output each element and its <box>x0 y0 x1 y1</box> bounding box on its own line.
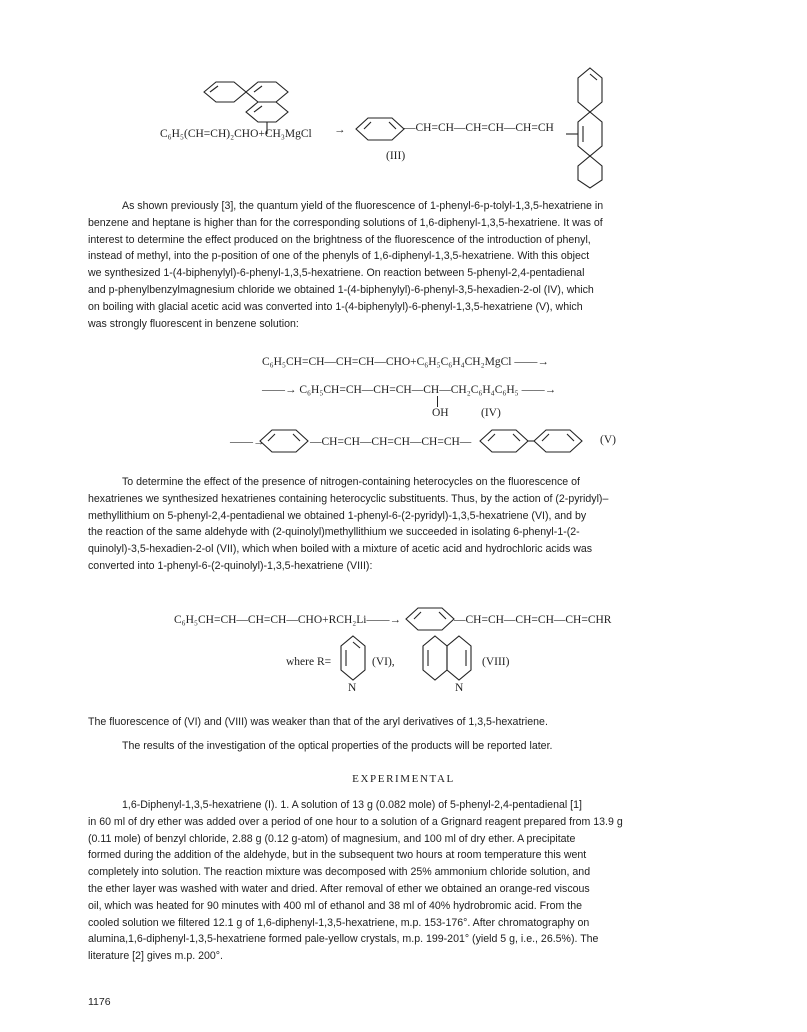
paragraph-3 <box>88 714 708 731</box>
text-line: completely into solution. The reaction mixture was decomposed with 25% ammonium chloride solution, and <box>88 866 591 879</box>
scheme2-chain3: —CH=CH—CH=CH—CH=CH— <box>310 436 472 448</box>
oh-bond <box>437 396 438 407</box>
text-line: interest to determine the effect produced on the brightness of the fluorescence of the introduction of phenyl, <box>88 233 591 246</box>
text-line: hexatrienes we synthesized hexatrienes containing heterocyclic substituents. Thus, by the action of (2-pyridyl)– <box>88 492 609 505</box>
text-line: the reaction of the same aldehyde with (2-quinolyl)methyllithium we succeeded in isolating 6-phenyl-1-(2- <box>88 526 580 539</box>
scheme2-line2: ——→ C₆H₅CH=CH—CH=CH—CH—CH₂C₆H₄C₆H₅ ——→ <box>262 384 557 396</box>
scheme3-reactants: C₆H₅CH=CH—CH=CH—CHO+RCH₂Li——→ <box>174 614 402 626</box>
text-line: we synthesized 1-(4-biphenylyl)-6-phenyl-1,3,5-hexatriene. On reaction between 5-phenyl-2,4-pentadienal <box>88 267 585 280</box>
section-heading: EXPERIMENTAL <box>352 773 455 785</box>
text-line: converted into 1-phenyl-6-(2-quinolyl)-1,3,5-hexatriene (VIII): <box>88 559 373 572</box>
text-line: benzene and heptane is higher than for the corresponding solutions of 1,6-diphenyl-1,3,5-hexatriene. It was of <box>88 216 603 229</box>
scheme3-label-vi: (VI), <box>372 656 395 668</box>
paragraph-5 <box>88 797 708 965</box>
quinolyl-n: N <box>455 682 464 694</box>
scheme2-arrow3: ——→ <box>230 436 265 448</box>
pyridyl-n: N <box>348 682 357 694</box>
text-line: To determine the effect of the presence of nitrogen-containing heterocycles on the fluorescence of <box>122 476 580 488</box>
paragraph-4 <box>88 738 708 755</box>
scheme1-arrow: → <box>334 124 346 136</box>
text-line: 1,6-Diphenyl-1,3,5-hexatriene (I). 1. A solution of 13 g (0.082 mole) of 5-phenyl-2,4-pentadienal [1] <box>122 799 582 811</box>
scheme2-line1: C₆H₅CH=CH—CH=CH—CHO+C₆H₅C₆H₄CH₂MgCl ——→ <box>262 356 549 368</box>
text-line: literature [2] gives m.p. 200°. <box>88 950 223 963</box>
benzene-ring <box>354 116 406 142</box>
scheme1-reactants: C₆H₅(CH=CH)₂CHO+CH₃MgCl <box>160 128 312 140</box>
text-line: methyllithium on 5-phenyl-2,4-pentadienal we obtained 1-phenyl-6-(2-pyridyl)-1,3,5-hexatriene (VI), and by <box>88 509 587 522</box>
text-line: quinolyl)-3,5-hexadien-2-ol (VII), which when boiled with a mixture of acetic acid and hydrochloric acids was <box>88 543 593 556</box>
text-line: cooled solution we filtered 12.1 g of 1,6-diphenyl-1,3,5-hexatriene, m.p. 153-176°. After chromatography on <box>88 916 590 929</box>
text-line: oil, which was heated for 90 minutes with 400 ml of ethanol and 38 ml of 40% hydrobromic acid. From the <box>88 899 583 912</box>
text-line: and p-phenylbenzylmagnesium chloride we obtained 1-(4-biphenylyl)-6-phenyl-3,5-hexadien-2-ol (IV), which <box>88 283 594 296</box>
text-line: alumina,1,6-diphenyl-1,3,5-hexatriene formed pale-yellow crystals, m.p. 199-201° (yield 5 g, i.e., 26.5%). The <box>88 933 599 946</box>
text-line: As shown previously [3], the quantum yield of the fluorescence of 1-phenyl-6-p-tolyl-1,3,5-hexatriene in <box>122 200 604 212</box>
benzene-ring <box>258 428 310 454</box>
text-line: on boiling with glacial acetic acid was converted into 1-(4-biphenylyl)-6-phenyl-1,3,5-hexatriene (V), which <box>88 300 583 313</box>
scheme3-chain: —CH=CH—CH=CH—CH=CHR <box>454 614 612 626</box>
biphenyl-group <box>478 428 584 454</box>
scheme2-oh: OH <box>432 407 449 419</box>
page-number: 1176 <box>88 996 111 1008</box>
anthryl-group <box>566 62 616 192</box>
scheme2-label-iv: (IV) <box>481 407 501 419</box>
scheme1-chain: —CH=CH—CH=CH—CH=CH <box>404 122 554 134</box>
scheme1-label: (III) <box>386 150 406 162</box>
text-line: in 60 ml of dry ether was added over a period of one hour to a solution of a Grignard reagent prepared from 13.9 g <box>88 815 623 828</box>
pyridyl-ring <box>338 632 368 688</box>
text-line: (0.11 mole) of benzyl chloride, 2.88 g (0.12 g-atom) of magnesium, and 100 ml of dry ether. A precipitate <box>88 832 576 845</box>
text-line: was strongly fluorescent in benzene solution: <box>88 317 299 330</box>
text-line: The fluorescence of (VI) and (VIII) was weaker than that of the aryl derivatives of 1,3,5-hexatriene. <box>88 716 548 728</box>
scheme3-where: where R= <box>286 656 332 668</box>
benzene-ring <box>404 606 456 632</box>
paragraph-1 <box>88 198 708 332</box>
quinolyl-ring <box>420 632 478 688</box>
text-line: the ether layer was washed with water and dried. After removal of ether we obtained an orange-red viscous <box>88 882 590 895</box>
scheme2-label-v: (V) <box>600 434 616 446</box>
text-line: The results of the investigation of the optical properties of the products will be reported later. <box>122 740 553 752</box>
text-line: instead of methyl, into the p-position of one of the phenyls of 1,6-diphenyl-1,3,5-hexatriene. With this object <box>88 250 590 263</box>
scheme3-label-viii: (VIII) <box>482 656 510 668</box>
paragraph-2 <box>88 474 708 575</box>
anthracene-structure <box>196 74 316 126</box>
text-line: formed during the addition of the aldehyde, but in the subsequent two hours at room temperature this went <box>88 849 587 862</box>
